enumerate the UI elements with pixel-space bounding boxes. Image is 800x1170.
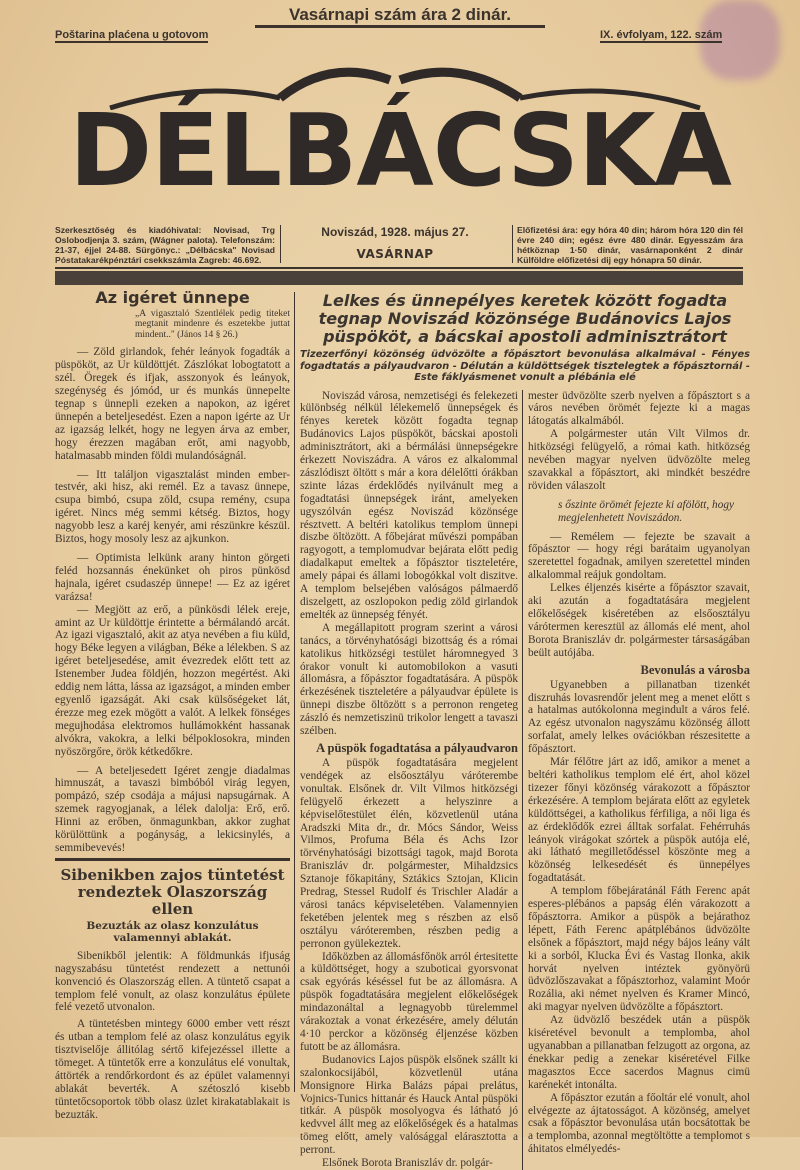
article-subtitle: Bezuzták az olasz konzulátus valamennyi ablakát. — [86, 919, 259, 944]
paragraph: A templom főbejáratánál Fáth Ferenc apát esperes-plébános a papság élén várakozott a főpásztorra. Amikor a püspök a bejárathoz lépett, Fáth Ferenc apátplébános üdvözölte elsőnek a főpásztort, majd négy bájos leány vált ki a sorból, Klucka Évi és Vastag Ilonka, akik horvát nyelven intéztek gyönyörü üdvözlőszavakat a főpásztorhoz, valamint Moór Rozália, aki német nyelven és Kramer Mincó, aki magyar nyelven üdvözölte a főpásztort. — [528, 885, 750, 1014]
paragraph: — Itt találjon vigasztalást minden ember-testvér, aki hisz, aki remél. Ez a tavasz ünnepe, csupa bimbó, csupa zöld, csupa remény, csupa igéret. Nincs még semmi kétség. Biztos, hogy nagyobb lesz a karéj kenyér, ami részünkre készül. Biztos, hogy mosoly lesz az ajkunkon. — [55, 468, 290, 546]
paragraph: Elsőnek Borota Braniszláv dr. polgár- — [322, 1157, 493, 1170]
paragraph: A püspök fogadtatására megjelent vendégek az elsőosztályu váróterembe vonultak. Elsőnek dr. Vilt Vilmos hitközségi felügyelő érkezett a helyszinre a képviselőtestület élén, közvetlenül utána Aradszki Mita dr., dr. Mócs Sándor, Weiss Vilmos, Profuma Béla és Achs Izor törvényhatósági bizottsági tagok, majd Borota Braniszláv dr. polgármester, Mihaldzsics Sztanoje főkapitány, Sztákics Sztojan, Klicin Predrag, Stessel Rudolf és Trischler Aladár a városi tanács képviseletében. Valamennyien feketében jelentek meg s részben az első osztályu váróteremben, részben pedig a perronon gyülekeztek. — [300, 756, 518, 950]
divider — [512, 225, 513, 263]
lead-headline: Lelkes és ünnepélyes keretek között fogadta tegnap Noviszád közönsége Budánovics Lajos püspököt, a bácskai apostoli adminisztrátort — [318, 291, 732, 346]
paragraph: Sibenikből jelentik: A földmunkás ifjuság nagyszabásu tüntetést rendezett a nettunói konvenció és Olaszország ellen. A tüntető csapat a templom felé vonult, az olasz konzulátus épülete felé vezető utvonalon. — [55, 949, 290, 1014]
issue-day: VASÁRNAP — [356, 247, 434, 261]
paragraph: — A beteljesedett Igéret zengje diadalmas himnuszát, a tavaszi bimbóból virág legyen, pompázó, szép csodája a májusi napsugárnak. A szemek ragyogjanak, a lélek dalolja: Erő, erő. Hinni az erőben, önmagunkban, akkor zughat körülöttünk a pogányság, a lekicsinylés, a semmibevevés! — [55, 764, 290, 854]
issue-date: Noviszád, 1928. május 27. — [321, 225, 469, 239]
paragraph: Időközben az állomásfőnök arról értesitette a küldöttséget, hogy a szuboticai gyorsvonat csak egyórás késéssel fut be az állomásra. A püspök fogadtatására megjelent előkelőségek mindazonáltal a legnagyobb türelemmel várakoztak a vonat érkezésére, amely délután 4·10 perckor a közönség éljenzése közben futott be az állomásra. — [300, 950, 518, 1053]
paragraph: Noviszád városa, nemzetiségi és felekezeti különbség nélkül lélekemelő ünnepségek és fényes keretek között fogadta tegnap Budánovics Lajos püspököt, bácskai apostoli adminisztrátort, aki a bérmálási ünnepségekre érkezett Noviszádra. A város ez alkalommal zászlódiszt öltött s már a kora délelőtti órákban szinte lázas érdeklődés nyilvánult meg a fogadtatási ünnepségek iránt, amelyeken ugyszólván egész Noviszád közönsége résztvett. A beltéri katolikus templom ünnepi diszbe öltözött. A főbejárat művészi pompában ragyogott, a templomudvar bejárata előtt pedig diadalkaput emeltek a főpásztor tiszteletére, amely pápai és állami lobogókkal volt diszitve. A templom belsejében valóságos pálmaerdő diszelgett, az oszlopokon pedig zöld girlandok emelték az ünnepség fényét. — [300, 389, 518, 621]
lead-article — [300, 292, 750, 1170]
subscription-info: Előfizetési ára: egy hóra 40 din; három hóra 120 din fél évre 240 din; egész évre 480 dinár. Egyesszám ára hétköznap 1·50 dinár, vasárnaponként 2 dinár Külföldre előfizetési dij egy hónapra 50 dinár. — [517, 225, 743, 265]
lead-columns — [300, 390, 750, 1170]
masthead — [50, 50, 750, 215]
header-bar — [55, 271, 743, 285]
editorial-info: Szerkesztőség és kiadóhivatal: Novisad, Trg Oslobodjenja 3. szám, (Wágner palota). Telefonszám: 21-37, éjjel 24-88. Sürgönyc.: „Délbácska" Novisad Póstatakarékpénztári csekkszámla Zagreb: 46.692. — [55, 225, 275, 265]
paragraph: — Optimista lelkünk arany hinton görgeti feléd hozsannás énekünket oh piros pünkösd hajnala, igéret csudaszép ünnepe! — Ez az igéret varázsa! — [55, 552, 290, 603]
volume-number: IX. évfolyam, 122. szám — [600, 29, 723, 41]
paragraph: — Megjött az erő, a pünkösdi lélek ereje, amint az Ur küldöttje érintette a bérmálandó arcát. Az igazi vigasztaló, akit az atya nevében a fiu küld, hogy Béke legyen a világban, Béke a lélekben. S az igéret beteljesedése, amit évezredek előtt tett az Istenember Judea földjén, hozzon megértést. Aki eddig nem látta, lássa az igazságot, a minden ember egyenlő igazságát. Aki csak külsőségeket lát, érezze meg ezek mögött a valót. A lelkek fönséges megujhodása elektromos hullámokként hassanak alvókra, vakokra, a lelki bélpoklosokra, minden nyöszörgőre, örök kétkedőkre. — [55, 603, 290, 758]
right-column — [523, 390, 750, 1170]
lead-headline-block — [300, 292, 750, 384]
paragraph: Az üdvözlő beszédek után a püspök kiséretével bevonult a templomba, ahol ugyanabban a pillanatban felzugott az orgona, az énekkar pedig a zenekar kiséretével Filke magasztos Ecce sacerdos Magnus cimü karénekét intonálta. — [528, 1014, 750, 1091]
paragraph: A tüntetésben mintegy 6000 ember vett részt és utban a templom felé az olasz konzulátus egyik tisztviselője állitólag sértő kifejezéssel illette a tömeget. A tüntetők erre a konzulátus elé vonultak, áttörték a rendőrkordont és az épület valamennyi ablakát beverték. A szétoszló kisebb tüntetőcsoportok több olasz üzlet kirakatablakait is bezuzták. — [55, 1018, 290, 1121]
paragraph: — Remélem — fejezte be szavait a főpásztor — hogy régi barátaim ugyanolyan szeretettel fogadnak, amilyen szeretettel minden alkalommal reájuk gondoltam. — [528, 530, 750, 582]
price-notice: Vasárnapi szám ára 2 dinár. — [255, 5, 545, 28]
article-title: Sibenikben zajos tüntetést rendeztek Olaszország ellen — [60, 865, 285, 918]
header-rule — [55, 267, 743, 269]
article-motto: „A vigasztaló Szentlélek pedig titeket megtanit mindenre és eszetekbe juttat mindent.." (János 14 § 26.) — [135, 308, 290, 340]
issue-date-block — [285, 225, 505, 261]
paragraph: Lelkes éljenzés kisérte a főpásztor szavait, aki azután a fogadtatására megjelent előkelőségek kiséretében az elsőosztályu várótermen keresztül az állomás elé ment, ahol Borota Braniszláv dr. polgármester társaságában beült autójába. — [528, 582, 750, 659]
paragraph: A főpásztor ezután a főoltár elé vonult, ahol elvégezte az ájtatosságot. A közönség, amelyet csak a főpásztor bevonulása után bocsátottak be a templomba, azonnal megtöltötte a templomot s áhitatos elmélyedés- — [528, 1091, 750, 1156]
article-title: Az igéret ünnepe — [95, 288, 250, 307]
column-divider — [294, 292, 295, 1092]
section-title: Bevonulás a városba — [640, 662, 750, 677]
paragraph: Budanovics Lajos püspök elsőnek szállt ki szalonkocsijából, közvetlenül utána Monsignore Hirka Balázs pápai prelátus, Vojnics-Tunics hittanár és Hauck Antal püspöki titkár. A püspök mosolyogva és látható jó kedvvel állt meg az előkelőségek és a hatalmas tömeg előtt, amely valósággal elárasztotta a perront. — [300, 1053, 518, 1157]
paragraph: mester üdvözölte szerb nyelven a főpásztort s a város nevében örömét fejezte ki a magas látogatás alkalmából. — [528, 389, 750, 428]
left-column — [55, 288, 290, 1122]
divider — [280, 225, 281, 263]
paragraph: Már félőtre járt az idő, amikor a menet a beltéri katholikus templom elé ért, ahol közel tizezer főnyi közönség várakozott a főpásztor érkezésére. A templom bejárata előtt az egyletek küldöttségei, a katholikus férfiliga, a női liga és az érdeklődők ezrei álltak sorfalat. Fehérruhás leányok virágokat szórtek a püspök autója elé, aki látható megilletődéssel köszönte meg a közönség lelkesedését és ünnepélyes fogadtatását. — [528, 756, 750, 885]
paragraph: — Zöld girlandok, fehér leányok fogadták a püspököt, az Ur küldöttjét. Zászlókat lobogtatott a szél. Öregek és ifjak, asszonyok és leányok, szegénység és jómód, ur és munkás ünnepelte tegnap s ünnepli ezeken a napokon, az igéret ünnepén a beteljesedést. Ezen a napon igérte az Ur az igazság lelkét, hogy ne legyen árva az ember, hogy érezzen magában erőt, ami nagyobb, hatalmasabb minden földi mulandóságnál. — [55, 346, 290, 462]
paragraph: A polgármester után Vilt Vilmos dr. hitközségi felügyelő, a római kath. hitközség nevében magyar nyelven üdvözölte meleg szavakkal a főpásztort, aki mindkét beszédre röviden válaszolt — [528, 428, 750, 492]
newspaper-title: DÉLBÁCSKA — [69, 92, 731, 209]
lead-subheadline: Tizezerfőnyi közönség üdvözölte a főpásztort bevonulása alkalmával - Fényes fogadtatás a pályaudvaron - Délután a küldöttségek tisztelegtek a főpásztornál - Este fáklyásmenet vonult a plébánia elé — [300, 349, 750, 383]
pull-quote: s őszinte örömét fejezte ki afölött, hogy megjelenhetett Noviszádon. — [558, 498, 735, 524]
paragraph: A megállapitott program szerint a városi tanács, a törvényhatósági bizottság és a római katolikus hitközségi testület háromnegyed 3 órakor vonult ki automobilokon a vasuti állomásra, a főpásztor fogadtatására. A püspök érkezésének tiszteletére a pályaudvar épülete is ünnepi diszbe öltözött s a perronon rengeteg zászló és nemzetiszinü trikolor lengett a tavaszi szélben. — [300, 621, 518, 738]
postage-note: Poštarina plaćena u gotovom — [55, 29, 209, 41]
section-title: A püspök fogadtatása a pályaudvaron — [316, 740, 518, 755]
paragraph: Ugyanebben a pillanatban tizenkét diszruhás lovasrendőr jelent meg a menet előtt s a hatalmas autókolonna megindult a város felé. Az egész utvonalon nagyszámu közönség állott sorfalat, amely lelkes ovációkban részesitette a főpásztort. — [528, 678, 750, 756]
middle-column — [300, 390, 523, 1170]
article-separator — [55, 858, 290, 861]
